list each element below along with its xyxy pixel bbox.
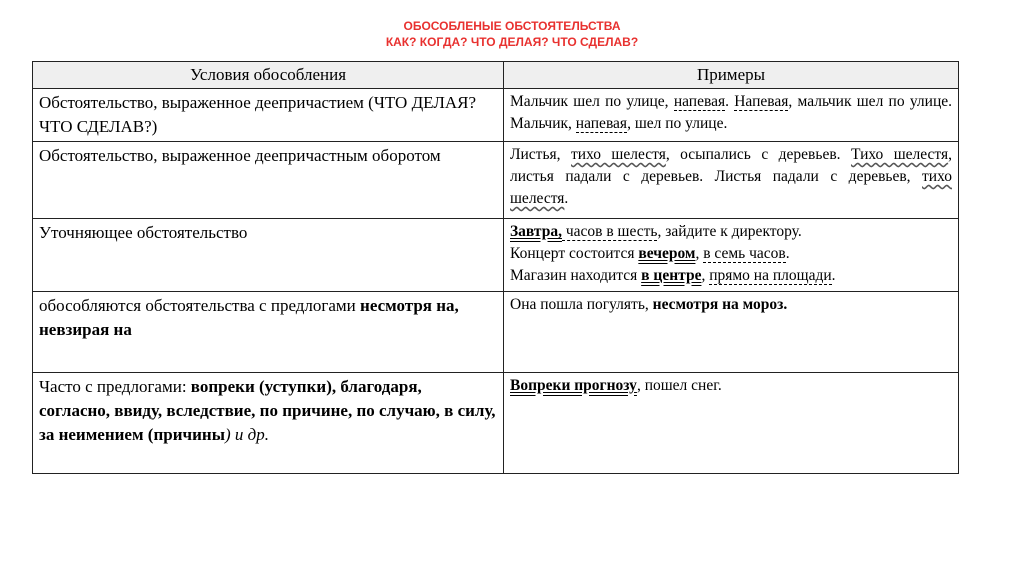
example-text: , осыпались с деревьев. [665, 146, 851, 163]
condition-prepositions: вопреки (уступки), благодаря, согласно, ввиду, вследствие, по причине, по случаю, в силу, за неимением (причины [39, 377, 496, 444]
example-text: Она пошла погулять, [510, 296, 653, 313]
example-text: , листья падали с деревьев. Листья падали с деревьев, [510, 146, 952, 185]
condition-etc: ) и др. [224, 425, 269, 444]
page-subtitle: КАК? КОГДА? ЧТО ДЕЛАЯ? ЧТО СДЕЛАВ? [385, 35, 639, 49]
example-adverbial: вечером [638, 245, 696, 262]
example-text: , шел по улице. [627, 115, 728, 132]
example-line [510, 221, 952, 243]
example-adverbial: Завтра, [510, 223, 562, 240]
example-line [510, 243, 952, 265]
example-adverbial: Тихо шелестя [850, 146, 949, 163]
example-text: Магазин находится [510, 267, 642, 284]
example-adverbial: часов в шесть [561, 223, 658, 240]
condition-cell: Уточняющее обстоятельство [33, 219, 504, 292]
example-text: , пошел снег. [636, 377, 722, 394]
example-adverbial: Напевая [734, 93, 789, 110]
example-adverbial: прямо на площади [709, 267, 832, 284]
table-header-row [33, 62, 959, 89]
table-row [33, 292, 959, 373]
condition-cell: Обстоятельство, выраженное деепричастным оборотом [33, 142, 504, 219]
condition-cell: Обстоятельство, выраженное деепричастием (ЧТО ДЕЛАЯ? ЧТО СДЕЛАВ?) [33, 89, 504, 142]
table-row [33, 142, 959, 219]
example-text: , [695, 245, 704, 262]
example-adverbial: в семь часов [703, 245, 786, 262]
example-text: . [831, 267, 836, 284]
example-adverbial: напевая [673, 93, 726, 110]
example-text: . [785, 245, 790, 262]
example-cell [504, 142, 959, 219]
condition-cell [33, 292, 504, 373]
example-text: Мальчик шел по улице, [510, 93, 674, 110]
example-text: , [701, 267, 710, 284]
example-text: . [725, 93, 735, 110]
example-text: Листья, [510, 146, 571, 163]
condition-text: обособляются обстоятельства с предлогами [39, 296, 361, 315]
example-text: Концерт состоится [510, 245, 639, 262]
table-row [33, 219, 959, 292]
table-row [33, 89, 959, 142]
condition-prepositions: несмотря на, невзирая на [39, 296, 459, 339]
example-adverbial: тихо шелестя [571, 146, 666, 163]
example-cell [504, 219, 959, 292]
example-text: . [564, 190, 569, 207]
condition-cell [33, 373, 504, 474]
example-adverbial: тихо шелестя [510, 168, 952, 207]
rules-table [32, 61, 959, 474]
example-cell [504, 89, 959, 142]
example-text: , зайдите к директору. [657, 223, 802, 240]
example-line [510, 265, 952, 287]
example-text: , мальчик шел по улице. Мальчик, [510, 93, 953, 132]
example-adverbial: напевая [575, 115, 628, 132]
table-row [33, 373, 959, 474]
condition-text: Часто с предлогами: [39, 377, 191, 396]
example-cell [504, 373, 959, 474]
example-adverbial: Вопреки прогнозу [510, 377, 637, 394]
example-cell [504, 292, 959, 373]
example-adverbial: несмотря на мороз. [652, 296, 788, 313]
example-adverbial: в центре [641, 267, 702, 284]
page-title: ОБОСОБЛЕНЫЕ ОБСТОЯТЕЛЬСТВА [403, 19, 621, 33]
header-examples: Примеры [504, 62, 959, 89]
header-conditions: Условия обособления [33, 62, 504, 89]
